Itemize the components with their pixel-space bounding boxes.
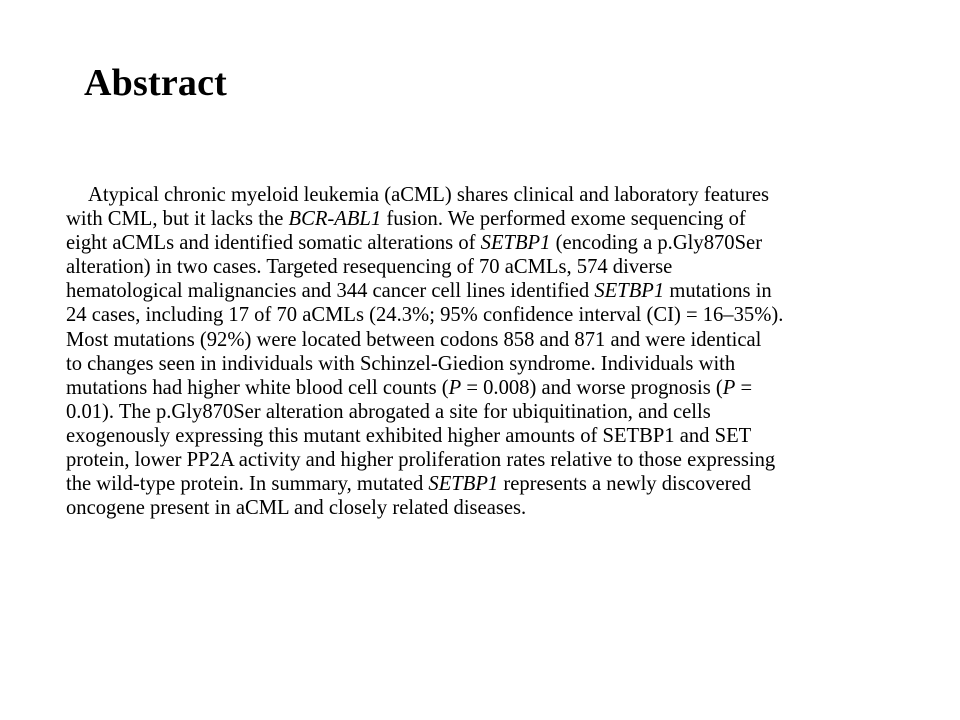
text-run: = 0.008) and worse prognosis ( [461, 376, 723, 399]
abstract-line [66, 424, 926, 448]
text-run: protein, lower PP2A activity and higher proliferation rates relative to those expressing [66, 449, 776, 472]
italic-term: P [448, 376, 462, 399]
abstract-line [66, 448, 926, 472]
italic-term: P [722, 376, 736, 399]
text-run: 24 cases, including 17 of 70 aCMLs (24.3%; 95% confidence interval (CI) = 16–35%). [66, 304, 784, 327]
abstract-line [66, 231, 926, 255]
text-run: Most mutations (92%) were located between codons 858 and 871 and were identical [66, 328, 762, 351]
text-run: exogenously expressing this mutant exhibited higher amounts of SETBP1 and SET [66, 424, 752, 447]
text-run: = [735, 376, 753, 399]
italic-term: SETBP1 [428, 473, 499, 496]
abstract-line [66, 400, 926, 424]
text-run: the wild-type protein. In summary, mutated [66, 473, 429, 496]
text-run: (encoding a p.Gly870Ser [550, 232, 763, 255]
abstract-line [66, 472, 926, 496]
text-run: fusion. We performed exome sequencing of [381, 208, 746, 231]
abstract-line [66, 303, 926, 327]
text-run: mutations in [664, 280, 772, 303]
italic-term: BCR-ABL1 [288, 208, 382, 231]
abstract-line [66, 352, 926, 376]
slide-title: Abstract [84, 62, 228, 104]
italic-term: SETBP1 [480, 232, 551, 255]
abstract-line [66, 496, 926, 520]
text-run: mutations had higher white blood cell counts ( [66, 376, 449, 399]
abstract-body [66, 183, 926, 520]
abstract-line [66, 376, 926, 400]
text-run: with CML, but it lacks the [66, 208, 289, 231]
italic-term: SETBP1 [594, 280, 665, 303]
text-run: 0.01). The p.Gly870Ser alteration abrogated a site for ubiquitination, and cells [66, 400, 711, 423]
abstract-line [66, 255, 926, 279]
text-run: hematological malignancies and 344 cancer cell lines identified [66, 280, 595, 303]
text-run: eight aCMLs and identified somatic alterations of [66, 232, 481, 255]
text-run: oncogene present in aCML and closely related diseases. [66, 497, 527, 520]
text-run: alteration) in two cases. Targeted resequencing of 70 aCMLs, 574 diverse [66, 256, 673, 279]
abstract-line [66, 183, 926, 207]
abstract-line [66, 207, 926, 231]
text-run: to changes seen in individuals with Schinzel-Giedion syndrome. Individuals with [66, 352, 736, 375]
text-run: represents a newly discovered [498, 473, 751, 496]
text-run: Atypical chronic myeloid leukemia (aCML) shares clinical and laboratory features [88, 184, 770, 206]
abstract-line [66, 279, 926, 303]
abstract-line [66, 328, 926, 352]
